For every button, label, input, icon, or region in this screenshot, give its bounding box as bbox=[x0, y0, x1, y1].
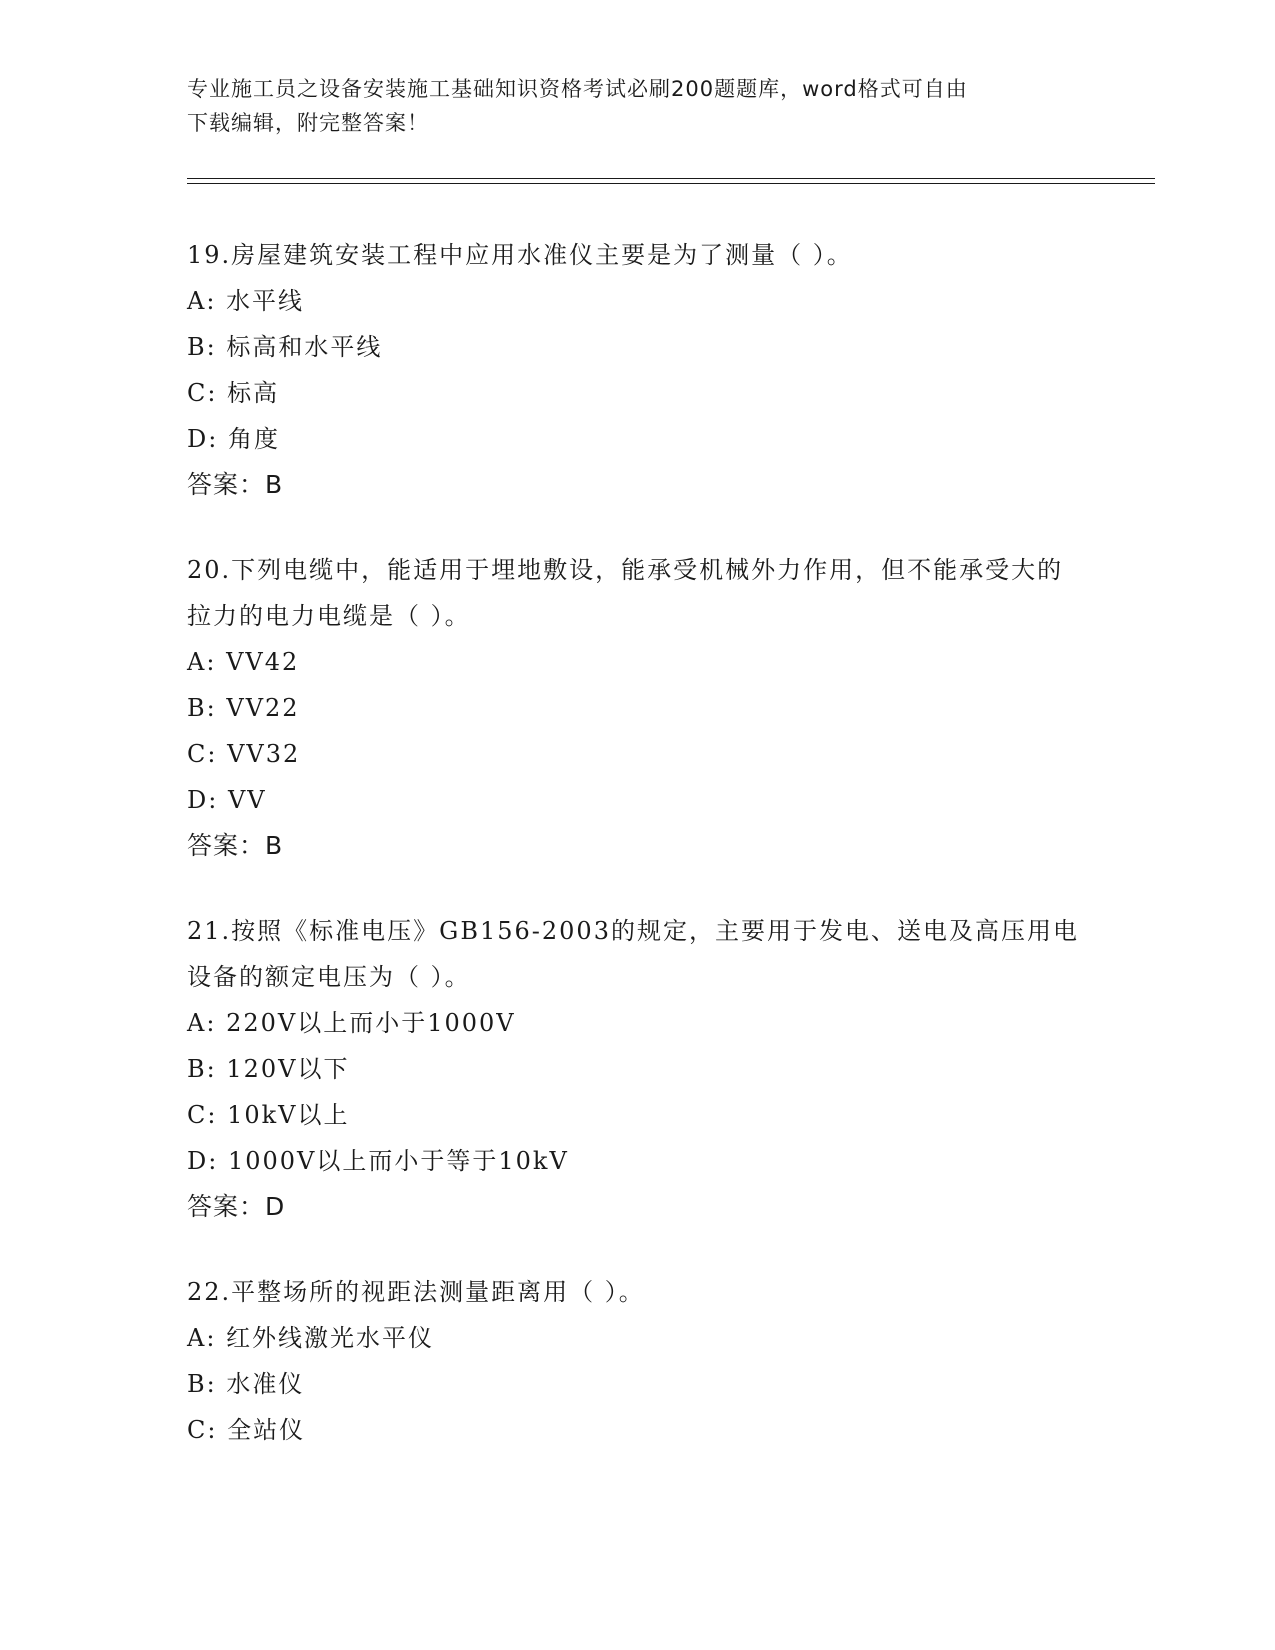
option-label: C: bbox=[187, 740, 218, 768]
option-c bbox=[187, 1407, 1087, 1453]
option-text: VV42 bbox=[226, 648, 300, 676]
option-text: 红外线激光水平仪 bbox=[226, 1324, 435, 1352]
answer-line: 答案：B bbox=[187, 831, 284, 860]
question-stem: 房屋建筑安装工程中应用水准仪主要是为了测量（ ）。 bbox=[231, 241, 853, 269]
option-b bbox=[187, 1361, 1087, 1407]
option-label: A: bbox=[187, 648, 217, 676]
question-text bbox=[187, 1269, 1087, 1315]
option-label: C: bbox=[187, 1101, 218, 1129]
option-text: 全站仪 bbox=[227, 1416, 306, 1444]
question-text bbox=[187, 547, 1087, 639]
header-divider-bottom bbox=[187, 183, 1155, 184]
header-divider-top bbox=[187, 178, 1155, 179]
question-text bbox=[187, 908, 1087, 1000]
option-d bbox=[187, 1138, 1087, 1184]
option-label: D: bbox=[187, 786, 219, 814]
question-list bbox=[187, 232, 1087, 1492]
question-22 bbox=[187, 1269, 1087, 1453]
option-text: 角度 bbox=[227, 425, 280, 453]
question-19 bbox=[187, 232, 1087, 508]
option-text: 220V以上而小于1000V bbox=[226, 1009, 516, 1037]
answer-line: 答案：D bbox=[187, 1192, 286, 1221]
question-text bbox=[187, 232, 1087, 278]
option-text: 水准仪 bbox=[226, 1370, 305, 1398]
option-label: D: bbox=[187, 1147, 219, 1175]
option-c bbox=[187, 370, 1087, 416]
question-stem: 下列电缆中，能适用于埋地敷设，能承受机械外力作用，但不能承受大的拉力的电力电缆是（ ）。 bbox=[187, 556, 1064, 630]
option-text: VV22 bbox=[226, 694, 300, 722]
option-label: C: bbox=[187, 1416, 218, 1444]
option-label: A: bbox=[187, 1009, 217, 1037]
option-text: VV bbox=[227, 786, 267, 814]
document-header bbox=[187, 72, 1087, 140]
option-text: 1000V以上而小于等于10kV bbox=[227, 1147, 569, 1175]
option-d bbox=[187, 416, 1087, 462]
option-d bbox=[187, 777, 1087, 823]
option-text: 水平线 bbox=[226, 287, 305, 315]
option-a bbox=[187, 1000, 1087, 1046]
header-line-2: 下载编辑，附完整答案！ bbox=[187, 111, 429, 135]
question-stem: 按照《标准电压》GB156-2003的规定，主要用于发电、送电及高压用电设备的额定电压为（ ）。 bbox=[187, 917, 1079, 991]
option-label: B: bbox=[187, 1370, 217, 1398]
option-text: 10kV以上 bbox=[227, 1101, 350, 1129]
option-label: B: bbox=[187, 694, 217, 722]
option-c bbox=[187, 1092, 1087, 1138]
question-number: 19. bbox=[187, 241, 232, 269]
question-stem: 平整场所的视距法测量距离用（ ）。 bbox=[231, 1278, 645, 1306]
question-number: 20. bbox=[187, 556, 232, 584]
option-b bbox=[187, 685, 1087, 731]
option-b bbox=[187, 324, 1087, 370]
question-20 bbox=[187, 547, 1087, 869]
question-number: 21. bbox=[187, 917, 232, 945]
option-text: 标高和水平线 bbox=[226, 333, 383, 361]
question-21 bbox=[187, 908, 1087, 1230]
option-label: D: bbox=[187, 425, 219, 453]
option-a bbox=[187, 639, 1087, 685]
option-text: 120V以下 bbox=[226, 1055, 350, 1083]
answer-line: 答案：B bbox=[187, 470, 284, 499]
option-label: A: bbox=[187, 1324, 217, 1352]
option-text: VV32 bbox=[227, 740, 301, 768]
option-c bbox=[187, 731, 1087, 777]
option-text: 标高 bbox=[227, 379, 280, 407]
option-label: B: bbox=[187, 333, 217, 361]
option-b bbox=[187, 1046, 1087, 1092]
option-a bbox=[187, 1315, 1087, 1361]
option-a bbox=[187, 278, 1087, 324]
question-number: 22. bbox=[187, 1278, 232, 1306]
header-line-1: 专业施工员之设备安装施工基础知识资格考试必刷200题题库，word格式可自由 bbox=[187, 77, 968, 101]
option-label: B: bbox=[187, 1055, 217, 1083]
option-label: C: bbox=[187, 379, 218, 407]
option-label: A: bbox=[187, 287, 217, 315]
